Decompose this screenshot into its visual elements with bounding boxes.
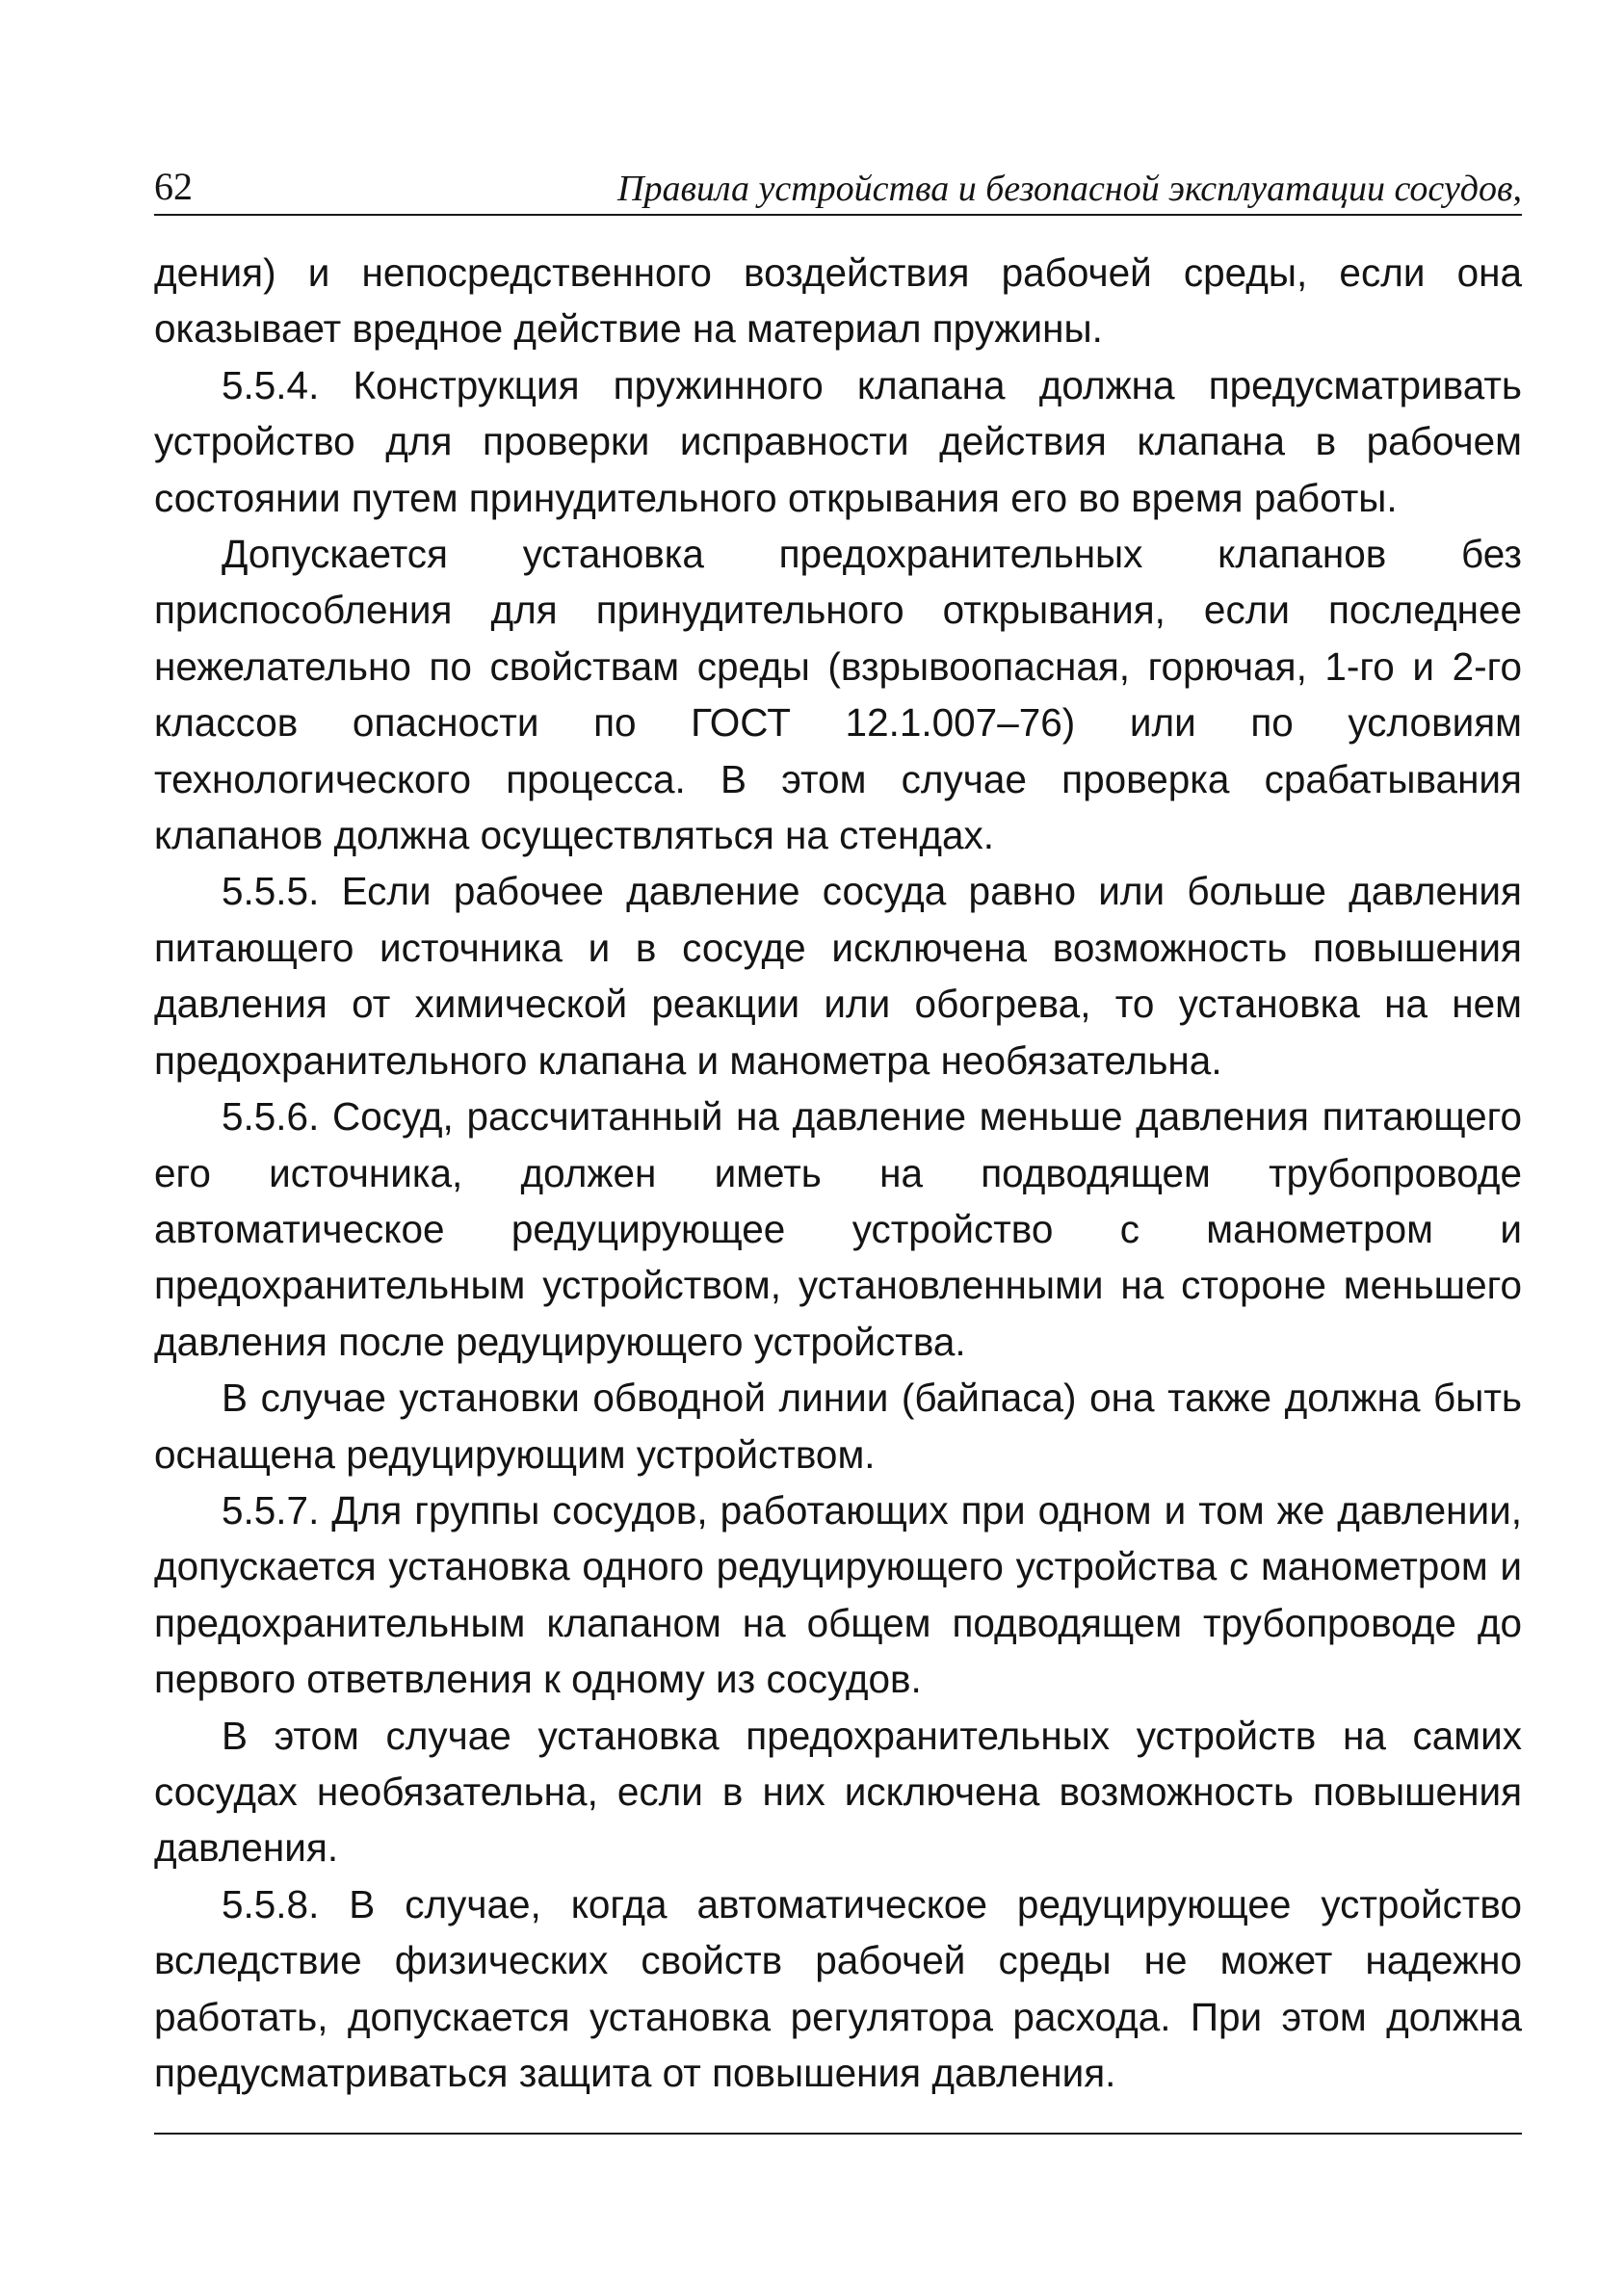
- paragraph-5-5-4: 5.5.4. Конструкция пружинного клапана должна предусматривать устройство для проверки исправности действия клапана в рабочем состоянии путем принудительного открывания его во время работы.: [154, 362, 1522, 520]
- footer-rule: [154, 2133, 1522, 2135]
- paragraph-5-5-5: 5.5.5. Если рабочее давление сосуда равно или больше давления питающего источника и в сосуде исключена возможность повышения давления от химической реакции или обогрева, то установка на нем предохранительного клапана и манометра необязательна.: [154, 869, 1522, 1083]
- paragraph-5-5-8: 5.5.8. В случае, когда автоматическое редуцирующее устройство вследствие физических свойств рабочей среды не может надежно работать, допускается установка регулятора расхода. При этом должна предусматриваться защита от повышения давления.: [154, 1881, 1522, 2095]
- running-title: Правила устройства и безопасной эксплуатации сосудов,: [617, 169, 1522, 209]
- paragraph-5-5-4-note: Допускается установка предохранительных клапанов без приспособления для принудительного открывания, если последнее нежелательно по свойствам среды (взрывоопасная, горючая, 1-го и 2-го классов опасности по ГОСТ 12.1.007–76) или по условиям технологического процесса. В этом случае проверка срабатывания клапанов должна осуществляться на стендах.: [154, 532, 1522, 858]
- body-text: [154, 245, 1522, 2101]
- page-header: [154, 160, 1522, 216]
- paragraph-continuation: дения) и непосредственного воздействия рабочей среды, если она оказывает вредное действие на материал пружины.: [154, 250, 1522, 352]
- paragraph-5-5-7-note: В этом случае установка предохранительных устройств на самих сосудах необязательна, если в них исключена возможность повышения давления.: [154, 1713, 1522, 1871]
- page-number: 62: [154, 165, 193, 208]
- paragraph-5-5-7: 5.5.7. Для группы сосудов, работающих при одном и том же давлении, допускается установка одного редуцирующего устройства с манометром и предохранительным клапаном на общем подводящем трубопроводе до первого ответвления к одному из сосудов.: [154, 1487, 1522, 1702]
- paragraph-5-5-6-note: В случае установки обводной линии (байпаса) она также должна быть оснащена редуцирующим устройством.: [154, 1376, 1522, 1477]
- paragraph-5-5-6: 5.5.6. Сосуд, рассчитанный на давление меньше давления питающего его источника, должен иметь на подводящем трубопроводе автоматическое редуцирующее устройство с манометром и предохранительным устройством, установленными на стороне меньшего давления после редуцирующего устройства.: [154, 1094, 1522, 1364]
